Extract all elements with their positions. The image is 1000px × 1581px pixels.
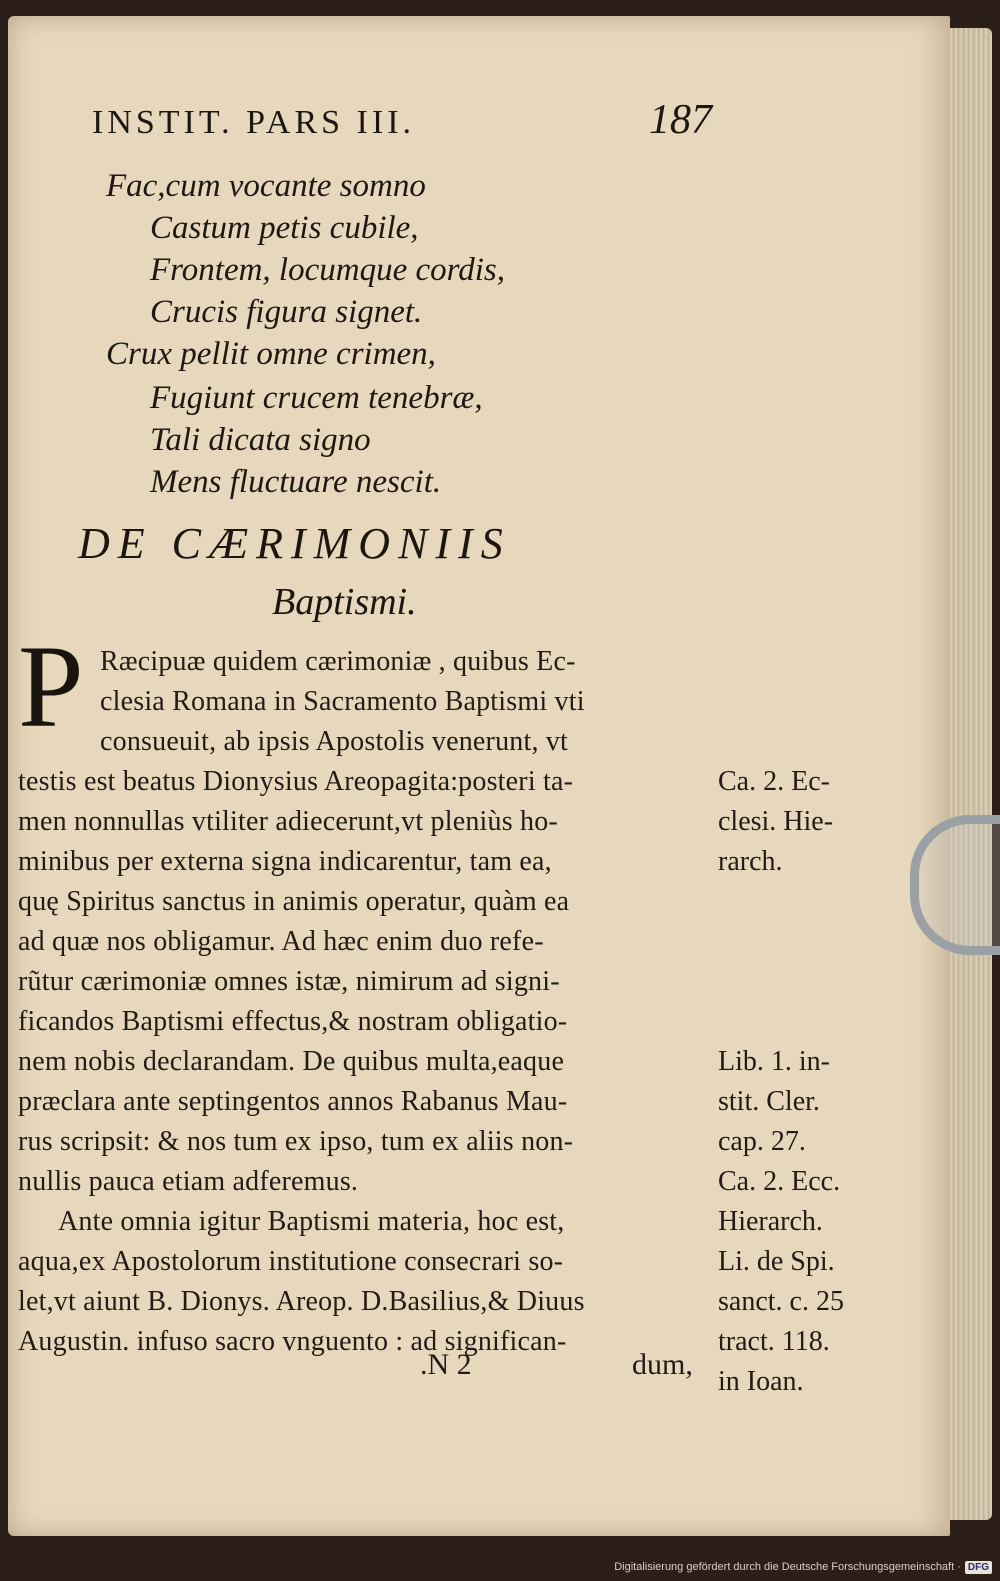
body-line: rus scripsit: & nos tum ex ipso, tum ex aliis non-: [18, 1126, 574, 1157]
verse-line: Frontem, locumque cordis,: [150, 252, 505, 288]
verse-line: Fac,cum vocante somno: [106, 168, 426, 204]
body-line: Ante omnia igitur Baptismi materia, hoc est,: [58, 1206, 565, 1237]
margin-note-line: in Ioan.: [718, 1366, 804, 1397]
body-line: rũtur cærimoniæ omnes istæ, nimirum ad signi-: [18, 966, 560, 997]
body-line: men nonnullas vtiliter adiecerunt,vt pleniùs ho-: [18, 806, 558, 837]
verse-line: Fugiunt crucem tenebræ,: [150, 380, 483, 416]
body-line: ficandos Baptismi effectus,& nostram obligatio-: [18, 1006, 568, 1037]
body-line: testis est beatus Dionysius Areopagita:posteri ta-: [18, 766, 574, 797]
margin-note-line: Hierarch.: [718, 1206, 823, 1237]
body-line: Ræcipuæ quidem cærimoniæ , quibus Ec-: [100, 646, 576, 677]
margin-note-line: clesi. Hie-: [718, 806, 834, 837]
body-line: nem nobis declarandam. De quibus multa,eaque: [18, 1046, 565, 1077]
verse-line: Castum petis cubile,: [150, 210, 419, 246]
margin-note-line: sanct. c. 25: [718, 1286, 844, 1317]
book-clasp: [910, 815, 1000, 955]
body-line: consueuit, ab ipsis Apostolis venerunt, vt: [100, 726, 569, 757]
margin-note-line: Ca. 2. Ecc.: [718, 1166, 841, 1197]
margin-note-line: tract. 118.: [718, 1326, 830, 1357]
catchword: dum,: [632, 1348, 693, 1381]
body-line: præclara ante septingentos annos Rabanus Mau-: [18, 1086, 568, 1117]
body-line: quę Spiritus sanctus in animis operatur, quàm ea: [18, 886, 570, 917]
running-head: INSTIT. PARS III.: [92, 104, 416, 141]
verse-line: Crucis figura signet.: [150, 294, 423, 330]
verse-line: Crux pellit omne crimen,: [106, 336, 436, 372]
margin-note-line: cap. 27.: [718, 1126, 806, 1157]
signature-mark: .N 2: [420, 1348, 472, 1381]
margin-note-line: Lib. 1. in-: [718, 1046, 830, 1077]
page-number: 187: [649, 97, 712, 143]
verse-line: Tali dicata signo: [150, 422, 371, 458]
body-line: ad quæ nos obligamur. Ad hæc enim duo refe-: [18, 926, 544, 957]
section-title: DE CÆRIMONIIS: [78, 519, 511, 568]
body-line: let,vt aiunt B. Dionys. Areop. D.Basilius,& Diuus: [18, 1286, 585, 1317]
dfg-logo: DFG: [965, 1561, 992, 1574]
credit-text: Digitalisierung gefördert durch die Deutsche Forschungsgemeinschaft ·: [614, 1561, 961, 1573]
body-line: clesia Romana in Sacramento Baptismi vti: [100, 686, 585, 717]
margin-note-line: Li. de Spi.: [718, 1246, 835, 1277]
margin-note-line: Ca. 2. Ec-: [718, 766, 830, 797]
verse-line: Mens fluctuare nescit.: [150, 464, 442, 500]
body-line: nullis pauca etiam adferemus.: [18, 1166, 359, 1197]
margin-note-line: rarch.: [718, 846, 783, 877]
drop-cap: P: [18, 621, 84, 752]
margin-note-line: stit. Cler.: [718, 1086, 820, 1117]
body-line: aqua,ex Apostolorum institutione consecrari so-: [18, 1246, 564, 1277]
body-line: Augustin. infuso sacro vnguento : ad significan-: [18, 1326, 567, 1357]
page-header: [92, 97, 712, 152]
page-edges: [950, 28, 992, 1520]
section-subtitle: Baptismi.: [272, 581, 417, 623]
digitization-credit: [614, 1557, 992, 1577]
body-line: minibus per externa signa indicarentur, tam ea,: [18, 846, 552, 877]
